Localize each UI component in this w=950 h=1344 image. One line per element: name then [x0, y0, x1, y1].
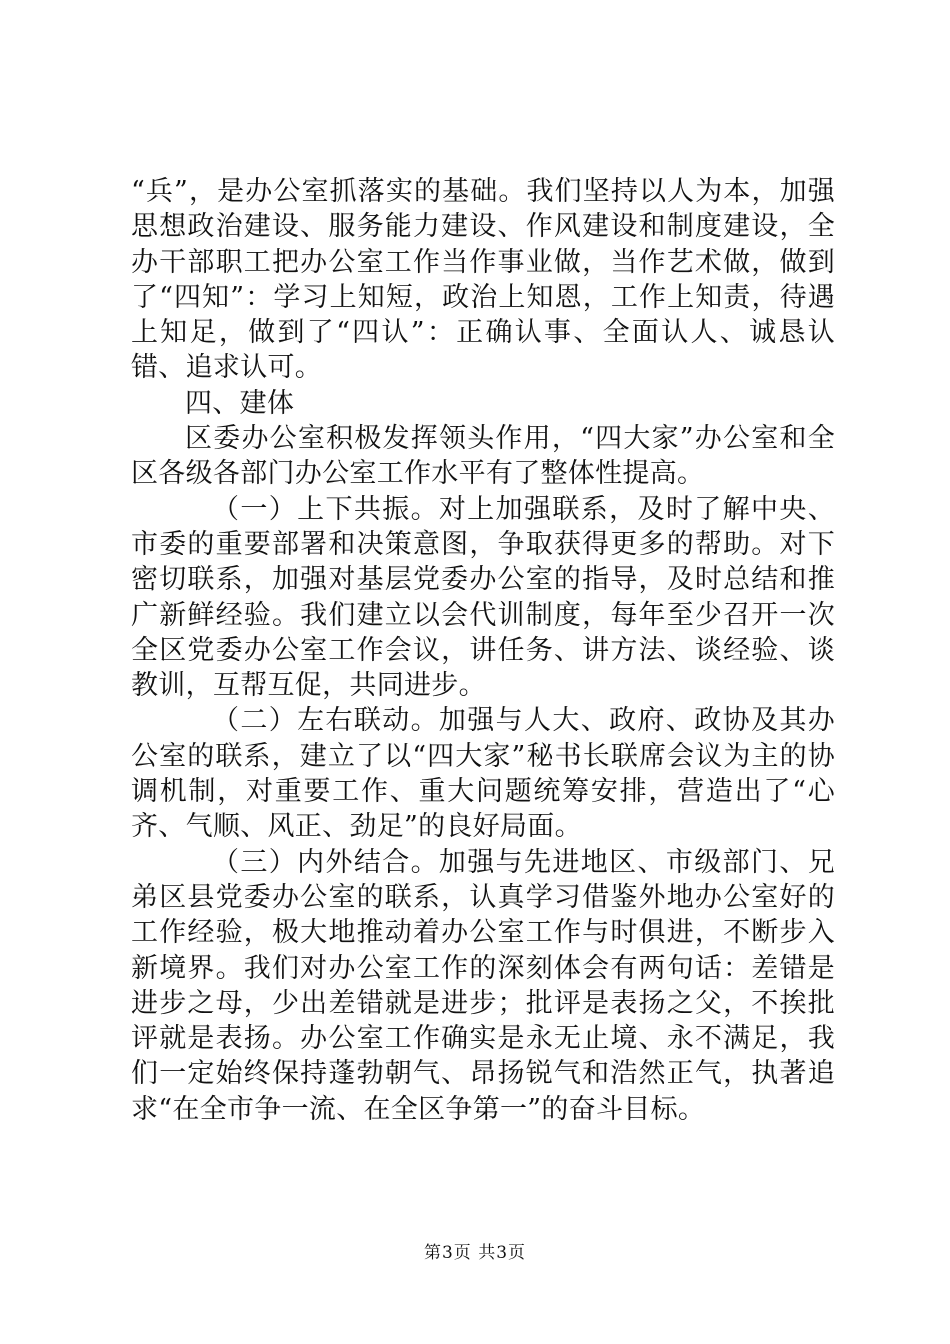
paragraph-continuation: “兵”，是办公室抓落实的基础。我们坚持以人为本，加强思想政治建设、服务能力建设、作风建设和制度建设，全办干部职工把办公室工作当作事业做，当作艺术做，做到了“四知”：学习上知短，政治上知恩，工作上知责，待遇上知足，做到了“四认”：正确认事、全面认人、诚恳认错、追求认可。: [131, 176, 835, 384]
page-number-footer: 第3页 共3页: [423, 1243, 527, 1263]
paragraph-intro: 区委办公室积极发挥领头作用，“四大家”办公室和全区各级各部门办公室工作水平有了整体性提高。: [131, 423, 835, 490]
section-heading: 四、建体: [185, 387, 295, 419]
paragraph-item-1: （一）上下共振。对上加强联系，及时了解中央、市委的重要部署和决策意图，争取获得更多的帮助。对下密切联系，加强对基层党委办公室的指导，及时总结和推广新鲜经验。我们建立以会代训制度，每年至少召开一次全区党委办公室工作会议，讲任务、讲方法、谈经验、谈教训，互帮互促，共同进步。: [131, 493, 835, 702]
paragraph-item-3: （三）内外结合。加强与先进地区、市级部门、兄弟区县党委办公室的联系，认真学习借鉴外地办公室好的工作经验，极大地推动着办公室工作与时俱进，不断步入新境界。我们对办公室工作的深刻体会有两句话：差错是进步之母，少出差错就是进步；批评是表扬之父，不挨批评就是表扬。办公室工作确实是永无止境、永不满足，我们一定始终保持蓬勃朝气、昂扬锐气和浩然正气，执著追求“在全市争一流、在全区争第一”的奋斗目标。: [131, 846, 835, 1125]
document-body: [131, 174, 835, 1127]
paragraph-item-2: （二）左右联动。加强与人大、政府、政协及其办公室的联系，建立了以“四大家”秘书长联席会议为主的协调机制，对重要工作、重大问题统筹安排，营造出了“心齐、气顺、风正、劲足”的良好局面。: [131, 705, 835, 843]
